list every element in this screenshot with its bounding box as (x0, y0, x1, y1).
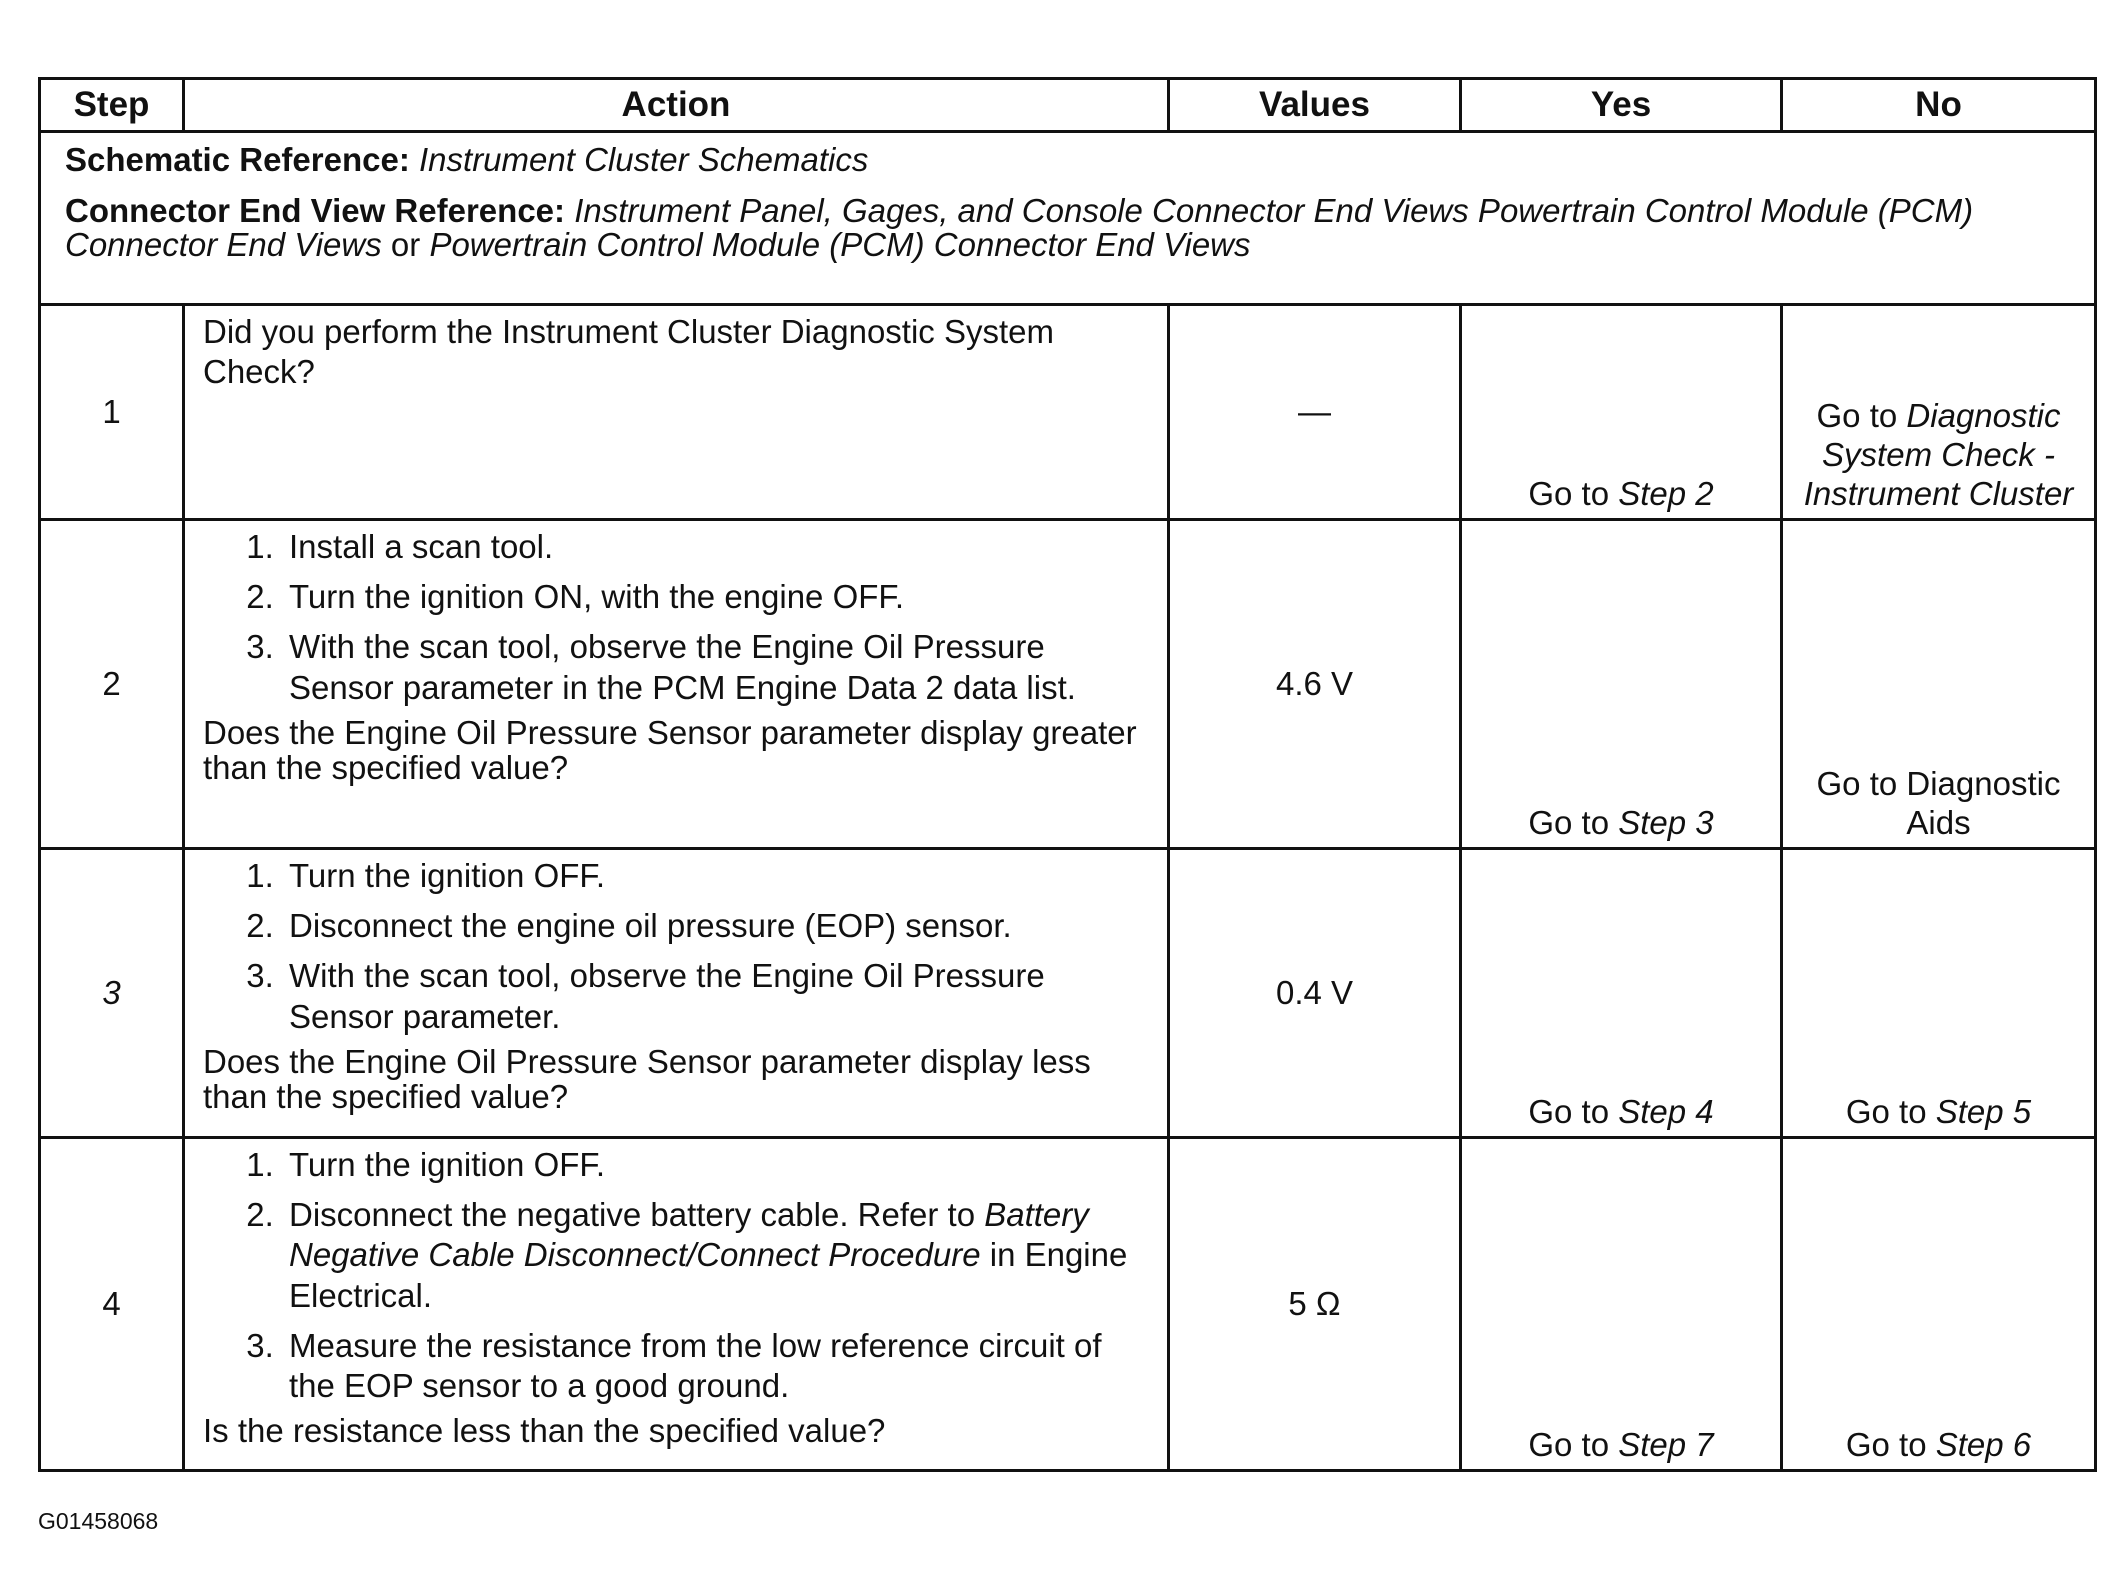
specified-value: — (1169, 304, 1461, 519)
header-row (40, 79, 2096, 132)
schematic-reference (65, 143, 2074, 178)
diagnostic-table (38, 77, 2097, 1472)
action-cell (184, 304, 1169, 519)
step-question: Does the Engine Oil Pressure Sensor parameter display greater than the specified value? (203, 713, 1137, 786)
table-row (40, 1137, 2096, 1470)
table-row (40, 304, 2096, 519)
substep-text: Disconnect the negative battery cable. Refer to (289, 1196, 976, 1234)
substep: 1. Turn the ignition OFF. (283, 856, 1147, 896)
header-step: Step (40, 79, 184, 132)
substep: 2. Disconnect the engine oil pressure (EOP) sensor. (283, 906, 1147, 946)
no-cell (1782, 519, 2096, 848)
no-prefix: Go to (1816, 397, 1898, 435)
no-step-ref: Step 5 (1935, 1092, 2032, 1130)
reference-cell (40, 132, 2096, 305)
substep: 3. Measure the resistance from the low reference circuit of the EOP sensor to a good ground. (283, 1326, 1147, 1407)
substep-list (203, 856, 1147, 1037)
specified-value: 0.4 V (1169, 848, 1461, 1137)
yes-prefix: Go to (1528, 474, 1610, 512)
connector-reference (65, 191, 2074, 264)
yes-step-ref: Step 4 (1618, 1092, 1714, 1130)
step-number: 2 (40, 519, 184, 848)
action-cell (184, 848, 1169, 1137)
substep (283, 1195, 1147, 1316)
substep-text: in Engine Electrical. (289, 1236, 1128, 1314)
step-number: 1 (40, 304, 184, 519)
header-values: Values (1169, 79, 1461, 132)
step-number: 3 (40, 848, 184, 1137)
no-prefix: Go to (1845, 1092, 1927, 1130)
no-step-ref: Step 6 (1935, 1425, 2032, 1463)
substep: 1. Install a scan tool. (283, 527, 1147, 567)
yes-step-ref: Step 3 (1618, 803, 1714, 841)
specified-value: 4.6 V (1169, 519, 1461, 848)
substep: 1. Turn the ignition OFF. (283, 1145, 1147, 1185)
header-action: Action (184, 79, 1169, 132)
no-step-ref: Diagnostic System Check - Instrument Cluster (1803, 397, 2074, 512)
step-question: Does the Engine Oil Pressure Sensor parameter display less than the specified value? (203, 1042, 1091, 1115)
step-number: 4 (40, 1137, 184, 1470)
no-cell (1782, 1137, 2096, 1470)
procedure-reference: Battery Negative Cable Disconnect/Connect Procedure (289, 1196, 1089, 1274)
substep: 3. With the scan tool, observe the Engine Oil Pressure Sensor parameter in the PCM Engine Data 2 data list. (283, 627, 1147, 708)
action-cell (184, 1137, 1169, 1470)
yes-step-ref: Step 7 (1618, 1425, 1714, 1463)
no-cell (1782, 304, 2096, 519)
yes-cell (1461, 848, 1782, 1137)
table-row (40, 848, 2096, 1137)
substep-list (203, 527, 1147, 708)
substep-list (203, 1145, 1147, 1407)
schematic-reference-value: Instrument Cluster Schematics (419, 141, 869, 178)
no-cell (1782, 848, 2096, 1137)
reference-row (40, 132, 2096, 305)
step-question: Is the resistance less than the specified value? (203, 1412, 886, 1450)
substep: 3. With the scan tool, observe the Engine Oil Pressure Sensor parameter. (283, 956, 1147, 1037)
no-prefix: Go to (1845, 1425, 1927, 1463)
no-text: Go to Diagnostic Aids (1816, 765, 2061, 841)
connector-reference-value-1: Instrument Panel, Gages, and Console Connector End Views Powertrain Control Module (PCM) Connector End Views (65, 191, 1974, 264)
yes-cell (1461, 519, 1782, 848)
yes-cell (1461, 304, 1782, 519)
figure-id: G01458068 (38, 1508, 159, 1534)
connector-reference-value-2: Powertrain Control Module (PCM) Connector End Views (429, 226, 1251, 264)
header-no: No (1782, 79, 2096, 132)
connector-reference-or: or (390, 226, 421, 264)
yes-prefix: Go to (1528, 1092, 1610, 1130)
schematic-reference-label: Schematic Reference: (65, 141, 410, 178)
yes-prefix: Go to (1528, 1425, 1610, 1463)
action-cell (184, 519, 1169, 848)
step-question: Did you perform the Instrument Cluster Diagnostic System Check? (203, 312, 1054, 391)
connector-reference-label: Connector End View Reference: (65, 191, 566, 229)
substep: 2. Turn the ignition ON, with the engine OFF. (283, 577, 1147, 617)
yes-cell (1461, 1137, 1782, 1470)
specified-value: 5 Ω (1169, 1137, 1461, 1470)
table-row (40, 519, 2096, 848)
yes-prefix: Go to (1528, 803, 1610, 841)
yes-step-ref: Step 2 (1618, 474, 1714, 512)
header-yes: Yes (1461, 79, 1782, 132)
